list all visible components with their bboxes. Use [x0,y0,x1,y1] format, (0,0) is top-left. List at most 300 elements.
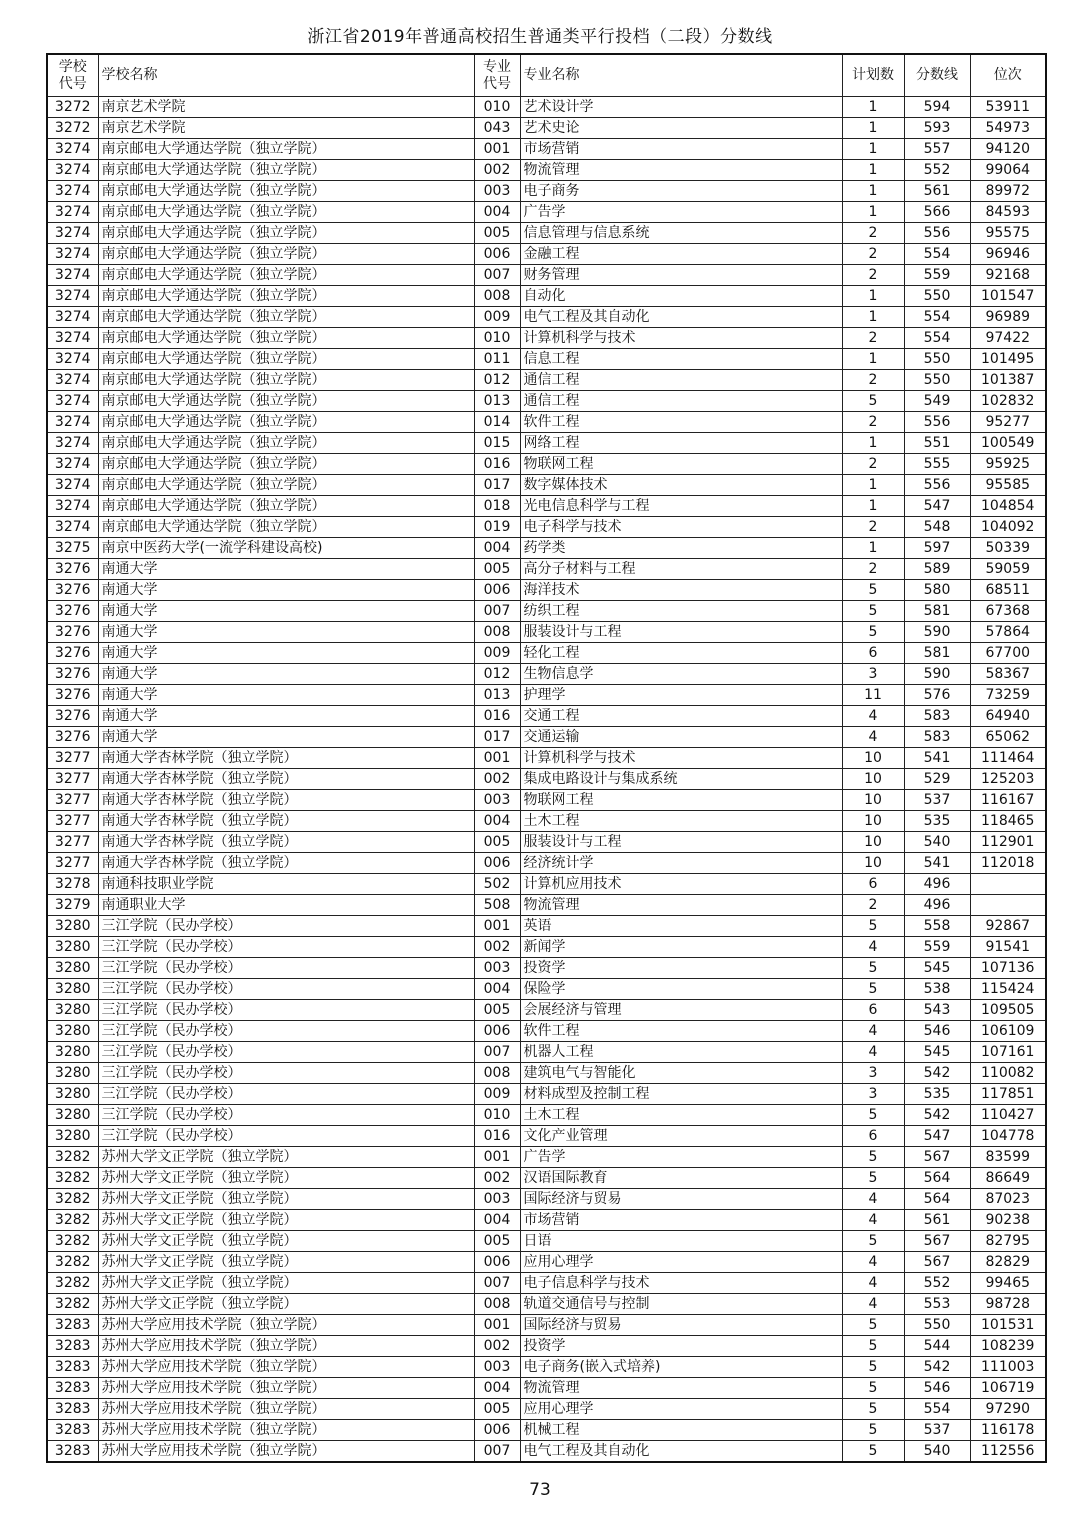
cell-school-name: 南通大学杏林学院（独立学院） [98,769,474,790]
cell-school-name: 三江学院（民办学校） [98,1063,474,1084]
cell-major-code: 001 [474,1147,520,1168]
cell-major-code: 016 [474,1126,520,1147]
cell-major-name: 物流管理 [520,1378,842,1399]
cell-school-name: 三江学院（民办学校） [98,979,474,1000]
cell-plan: 4 [842,727,904,748]
cell-score: 541 [904,748,970,769]
cell-school-code: 3275 [47,538,98,559]
table-row [47,391,1046,412]
cell-score: 567 [904,1231,970,1252]
cell-rank: 110082 [970,1063,1046,1084]
cell-major-code: 004 [474,1378,520,1399]
cell-major-code: 008 [474,1294,520,1315]
cell-score: 529 [904,769,970,790]
cell-major-name: 生物信息学 [520,664,842,685]
cell-rank: 104092 [970,517,1046,538]
table-row [47,1273,1046,1294]
cell-major-name: 服装设计与工程 [520,622,842,643]
table-header-row [47,54,1046,97]
cell-rank: 64940 [970,706,1046,727]
cell-school-name: 三江学院（民办学校） [98,1042,474,1063]
cell-school-code: 3280 [47,1042,98,1063]
cell-rank: 108239 [970,1336,1046,1357]
cell-plan: 6 [842,643,904,664]
cell-rank: 100549 [970,433,1046,454]
cell-school-code: 3280 [47,958,98,979]
cell-school-name: 苏州大学应用技术学院（独立学院） [98,1399,474,1420]
cell-rank: 95575 [970,223,1046,244]
cell-plan: 10 [842,769,904,790]
cell-rank: 112556 [970,1441,1046,1463]
cell-major-name: 投资学 [520,1336,842,1357]
table-row [47,622,1046,643]
cell-school-code: 3276 [47,685,98,706]
cell-rank: 90238 [970,1210,1046,1231]
cell-school-name: 南京邮电大学通达学院（独立学院） [98,160,474,181]
cell-school-code: 3283 [47,1357,98,1378]
table-row [47,1126,1046,1147]
cell-score: 589 [904,559,970,580]
cell-score: 545 [904,958,970,979]
cell-plan: 2 [842,517,904,538]
cell-major-code: 013 [474,391,520,412]
cell-school-code: 3282 [47,1210,98,1231]
cell-major-name: 国际经济与贸易 [520,1315,842,1336]
cell-major-name: 信息工程 [520,349,842,370]
table-row [47,643,1046,664]
cell-major-code: 007 [474,601,520,622]
cell-school-name: 苏州大学应用技术学院（独立学院） [98,1378,474,1399]
cell-school-code: 3277 [47,832,98,853]
cell-school-name: 南通大学杏林学院（独立学院） [98,790,474,811]
cell-plan: 1 [842,433,904,454]
cell-school-code: 3280 [47,1084,98,1105]
cell-major-name: 新闻学 [520,937,842,958]
cell-rank [970,874,1046,895]
cell-plan: 1 [842,160,904,181]
cell-major-name: 经济统计学 [520,853,842,874]
cell-major-name: 药学类 [520,538,842,559]
cell-rank: 118465 [970,811,1046,832]
cell-rank: 112018 [970,853,1046,874]
cell-school-name: 南通大学 [98,706,474,727]
cell-plan: 1 [842,475,904,496]
cell-plan: 1 [842,97,904,118]
cell-plan: 4 [842,937,904,958]
cell-major-code: 003 [474,790,520,811]
cell-school-name: 南通职业大学 [98,895,474,916]
cell-school-name: 苏州大学文正学院（独立学院） [98,1294,474,1315]
cell-major-name: 物联网工程 [520,454,842,475]
cell-school-code: 3274 [47,181,98,202]
cell-rank: 97290 [970,1399,1046,1420]
table-row [47,538,1046,559]
cell-rank: 99064 [970,160,1046,181]
cell-school-name: 苏州大学文正学院（独立学院） [98,1147,474,1168]
cell-major-code: 006 [474,1021,520,1042]
cell-score: 546 [904,1021,970,1042]
cell-plan: 4 [842,1210,904,1231]
cell-rank: 101531 [970,1315,1046,1336]
cell-major-name: 电气工程及其自动化 [520,1441,842,1463]
cell-score: 593 [904,118,970,139]
cell-plan: 2 [842,223,904,244]
cell-school-code: 3280 [47,1063,98,1084]
cell-plan: 4 [842,1042,904,1063]
cell-major-name: 电子商务 [520,181,842,202]
cell-plan: 5 [842,979,904,1000]
cell-major-code: 016 [474,454,520,475]
score-table [46,53,1047,1463]
cell-school-code: 3274 [47,370,98,391]
header-plan: 计划数 [842,54,904,97]
cell-rank: 107161 [970,1042,1046,1063]
cell-major-code: 007 [474,1273,520,1294]
header-rank: 位次 [970,54,1046,97]
table-row [47,916,1046,937]
cell-plan: 5 [842,1315,904,1336]
cell-plan: 1 [842,307,904,328]
cell-major-code: 012 [474,664,520,685]
table-row [47,1399,1046,1420]
cell-school-name: 南通大学 [98,727,474,748]
cell-score: 552 [904,1273,970,1294]
table-row [47,496,1046,517]
cell-major-code: 005 [474,1000,520,1021]
cell-major-name: 轻化工程 [520,643,842,664]
cell-major-name: 数字媒体技术 [520,475,842,496]
cell-plan: 4 [842,1273,904,1294]
cell-score: 537 [904,790,970,811]
cell-school-name: 三江学院（民办学校） [98,1084,474,1105]
cell-major-code: 009 [474,307,520,328]
cell-rank: 92867 [970,916,1046,937]
cell-school-code: 3282 [47,1294,98,1315]
cell-score: 550 [904,349,970,370]
cell-rank: 106719 [970,1378,1046,1399]
cell-rank: 98728 [970,1294,1046,1315]
cell-school-code: 3280 [47,979,98,1000]
cell-school-code: 3274 [47,286,98,307]
cell-score: 594 [904,97,970,118]
cell-plan: 5 [842,580,904,601]
cell-rank: 101547 [970,286,1046,307]
cell-school-name: 南京邮电大学通达学院（独立学院） [98,496,474,517]
cell-major-name: 信息管理与信息系统 [520,223,842,244]
cell-major-name: 纺织工程 [520,601,842,622]
cell-score: 566 [904,202,970,223]
table-row [47,958,1046,979]
cell-major-code: 508 [474,895,520,916]
cell-rank: 57864 [970,622,1046,643]
cell-plan: 5 [842,1441,904,1463]
cell-major-code: 019 [474,517,520,538]
cell-plan: 4 [842,706,904,727]
table-row [47,475,1046,496]
cell-score: 540 [904,832,970,853]
cell-school-code: 3282 [47,1273,98,1294]
cell-plan: 5 [842,916,904,937]
cell-rank: 102832 [970,391,1046,412]
cell-major-name: 金融工程 [520,244,842,265]
table-row [47,1294,1046,1315]
cell-rank: 116178 [970,1420,1046,1441]
cell-plan: 4 [842,1294,904,1315]
cell-rank: 97422 [970,328,1046,349]
cell-major-code: 001 [474,139,520,160]
cell-major-name: 网络工程 [520,433,842,454]
cell-major-code: 007 [474,265,520,286]
cell-school-name: 南通大学 [98,622,474,643]
cell-score: 535 [904,811,970,832]
cell-rank: 125203 [970,769,1046,790]
table-row [47,874,1046,895]
cell-school-code: 3277 [47,748,98,769]
cell-plan: 6 [842,1000,904,1021]
cell-school-code: 3274 [47,244,98,265]
cell-plan: 5 [842,622,904,643]
cell-major-code: 008 [474,622,520,643]
cell-major-name: 建筑电气与智能化 [520,1063,842,1084]
cell-school-name: 南通大学 [98,664,474,685]
cell-school-name: 苏州大学应用技术学院（独立学院） [98,1420,474,1441]
table-row [47,580,1046,601]
cell-rank: 82829 [970,1252,1046,1273]
cell-school-name: 南京邮电大学通达学院（独立学院） [98,433,474,454]
cell-plan: 5 [842,1168,904,1189]
cell-rank: 115424 [970,979,1046,1000]
cell-school-code: 3274 [47,160,98,181]
table-row [47,769,1046,790]
cell-school-code: 3283 [47,1315,98,1336]
cell-school-name: 南京邮电大学通达学院（独立学院） [98,223,474,244]
cell-major-name: 护理学 [520,685,842,706]
cell-school-name: 苏州大学应用技术学院（独立学院） [98,1336,474,1357]
cell-major-code: 001 [474,748,520,769]
cell-major-code: 013 [474,685,520,706]
cell-school-name: 南京邮电大学通达学院（独立学院） [98,307,474,328]
table-row [47,601,1046,622]
table-row [47,139,1046,160]
cell-school-code: 3274 [47,202,98,223]
cell-major-code: 001 [474,1315,520,1336]
cell-major-name: 集成电路设计与集成系统 [520,769,842,790]
cell-school-name: 南通大学 [98,601,474,622]
cell-major-name: 机器人工程 [520,1042,842,1063]
cell-school-code: 3274 [47,139,98,160]
cell-major-name: 应用心理学 [520,1399,842,1420]
cell-major-code: 502 [474,874,520,895]
table-row [47,748,1046,769]
cell-major-name: 自动化 [520,286,842,307]
cell-major-name: 国际经济与贸易 [520,1189,842,1210]
table-row [47,202,1046,223]
cell-major-name: 物流管理 [520,895,842,916]
cell-score: 537 [904,1420,970,1441]
cell-major-code: 004 [474,1210,520,1231]
cell-rank: 58367 [970,664,1046,685]
cell-score: 496 [904,895,970,916]
cell-score: 564 [904,1189,970,1210]
table-row [47,937,1046,958]
cell-plan: 1 [842,538,904,559]
cell-rank: 96946 [970,244,1046,265]
cell-major-name: 广告学 [520,202,842,223]
cell-score: 538 [904,979,970,1000]
cell-school-code: 3274 [47,496,98,517]
cell-school-code: 3283 [47,1336,98,1357]
cell-rank: 117851 [970,1084,1046,1105]
cell-school-code: 3278 [47,874,98,895]
cell-plan: 5 [842,1378,904,1399]
table-row [47,160,1046,181]
cell-score: 545 [904,1042,970,1063]
cell-major-code: 004 [474,979,520,1000]
header-school-code [47,54,98,97]
cell-plan: 1 [842,286,904,307]
cell-score: 590 [904,622,970,643]
cell-school-name: 苏州大学文正学院（独立学院） [98,1210,474,1231]
table-row [47,1357,1046,1378]
table-row [47,118,1046,139]
cell-school-name: 南通大学杏林学院（独立学院） [98,853,474,874]
cell-score: 583 [904,727,970,748]
cell-major-name: 海洋技术 [520,580,842,601]
cell-major-code: 002 [474,769,520,790]
cell-rank: 95925 [970,454,1046,475]
cell-major-name: 交通工程 [520,706,842,727]
cell-score: 556 [904,475,970,496]
cell-school-name: 南京邮电大学通达学院（独立学院） [98,475,474,496]
page-number: 73 [529,1480,551,1500]
cell-major-code: 002 [474,160,520,181]
cell-score: 551 [904,433,970,454]
cell-plan: 5 [842,1399,904,1420]
cell-rank: 111003 [970,1357,1046,1378]
table-row [47,244,1046,265]
cell-major-name: 物联网工程 [520,790,842,811]
cell-major-name: 会展经济与管理 [520,1000,842,1021]
cell-score: 546 [904,1378,970,1399]
cell-school-name: 南京邮电大学通达学院（独立学院） [98,370,474,391]
cell-rank: 92168 [970,265,1046,286]
cell-school-name: 南京艺术学院 [98,97,474,118]
cell-school-code: 3280 [47,1021,98,1042]
cell-school-code: 3277 [47,790,98,811]
cell-school-code: 3272 [47,118,98,139]
cell-plan: 5 [842,601,904,622]
cell-plan: 2 [842,370,904,391]
cell-school-code: 3272 [47,97,98,118]
table-row [47,517,1046,538]
cell-rank: 68511 [970,580,1046,601]
cell-school-code: 3280 [47,1000,98,1021]
cell-school-code: 3276 [47,664,98,685]
table-row [47,727,1046,748]
cell-school-name: 苏州大学文正学院（独立学院） [98,1168,474,1189]
cell-rank: 73259 [970,685,1046,706]
cell-school-code: 3282 [47,1231,98,1252]
cell-rank: 84593 [970,202,1046,223]
table-row [47,181,1046,202]
cell-score: 583 [904,706,970,727]
cell-major-name: 市场营销 [520,1210,842,1231]
cell-school-code: 3276 [47,706,98,727]
cell-school-name: 南通大学 [98,685,474,706]
cell-score: 567 [904,1147,970,1168]
cell-school-code: 3280 [47,916,98,937]
header-major-name: 专业名称 [520,54,842,97]
cell-plan: 1 [842,496,904,517]
cell-major-code: 017 [474,475,520,496]
cell-rank: 96989 [970,307,1046,328]
cell-major-code: 005 [474,1231,520,1252]
cell-score: 548 [904,517,970,538]
cell-school-name: 南通大学杏林学院（独立学院） [98,811,474,832]
cell-school-code: 3276 [47,643,98,664]
table-row [47,895,1046,916]
cell-school-name: 南京邮电大学通达学院（独立学院） [98,349,474,370]
header-major-code-label: 专业 代号 [483,58,511,92]
cell-major-name: 物流管理 [520,160,842,181]
cell-plan: 4 [842,1021,904,1042]
cell-major-name: 英语 [520,916,842,937]
cell-plan: 2 [842,412,904,433]
cell-major-name: 计算机科学与技术 [520,748,842,769]
table-row [47,1231,1046,1252]
cell-school-name: 南京邮电大学通达学院（独立学院） [98,202,474,223]
cell-score: 556 [904,223,970,244]
cell-plan: 5 [842,1336,904,1357]
cell-plan: 1 [842,181,904,202]
cell-major-code: 043 [474,118,520,139]
table-row [47,223,1046,244]
cell-plan: 2 [842,559,904,580]
cell-school-code: 3274 [47,328,98,349]
cell-major-name: 电子科学与技术 [520,517,842,538]
cell-score: 559 [904,937,970,958]
cell-school-name: 苏州大学应用技术学院（独立学院） [98,1357,474,1378]
cell-school-code: 3283 [47,1441,98,1463]
header-school-name: 学校名称 [98,54,474,97]
cell-plan: 10 [842,811,904,832]
cell-school-name: 南京艺术学院 [98,118,474,139]
cell-major-name: 高分子材料与工程 [520,559,842,580]
cell-score: 541 [904,853,970,874]
table-row [47,1420,1046,1441]
cell-major-code: 006 [474,580,520,601]
cell-major-code: 004 [474,202,520,223]
cell-major-name: 财务管理 [520,265,842,286]
cell-rank: 65062 [970,727,1046,748]
cell-major-code: 002 [474,1168,520,1189]
cell-plan: 10 [842,790,904,811]
cell-score: 547 [904,1126,970,1147]
cell-plan: 3 [842,1084,904,1105]
cell-rank: 83599 [970,1147,1046,1168]
cell-school-code: 3274 [47,223,98,244]
cell-plan: 6 [842,874,904,895]
cell-plan: 2 [842,454,904,475]
cell-score: 542 [904,1105,970,1126]
table-row [47,97,1046,118]
cell-major-code: 007 [474,1441,520,1463]
cell-major-code: 006 [474,244,520,265]
cell-major-name: 电气工程及其自动化 [520,307,842,328]
cell-plan: 5 [842,1105,904,1126]
cell-rank: 95585 [970,475,1046,496]
table-row [47,706,1046,727]
